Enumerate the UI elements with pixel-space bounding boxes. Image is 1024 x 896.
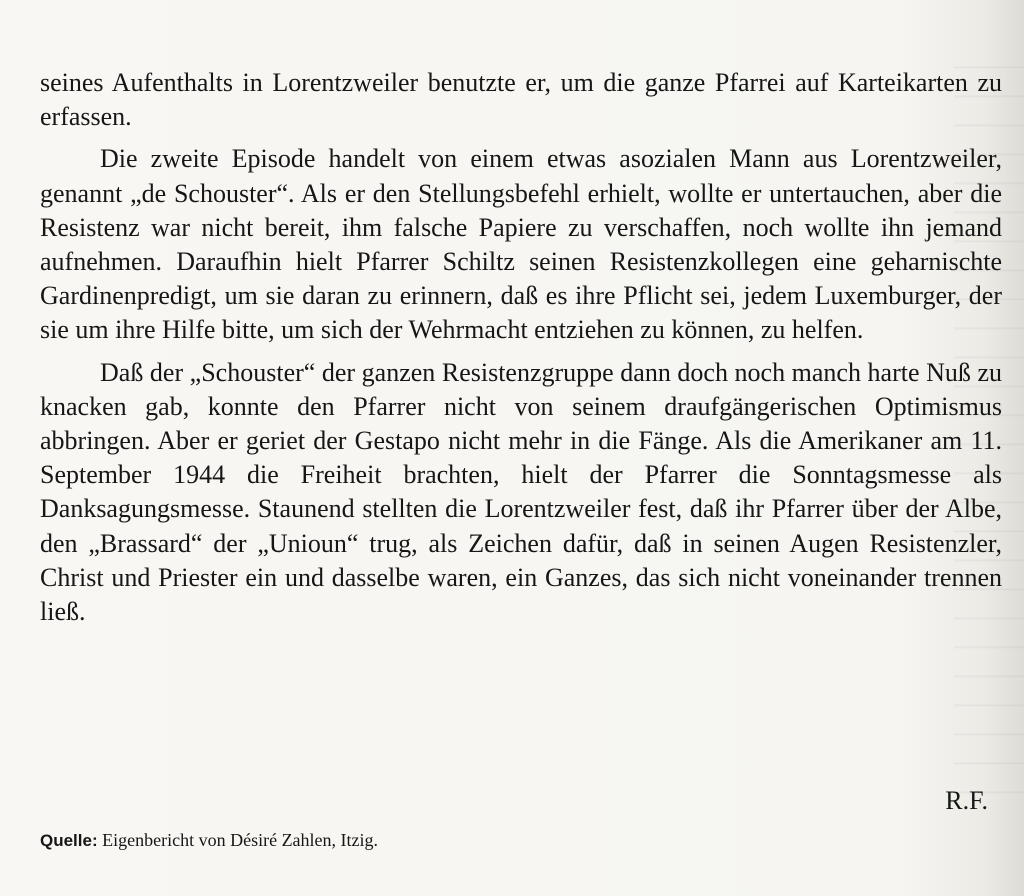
paragraph-schouster-episode: Die zweite Episode handelt von einem etwas asozialen Mann aus Lorentzweiler, genannt „de Schouster“. Als er den Stellungsbefehl erhielt, wollte er untertauchen, aber die Resistenz war nicht bereit, ihm falsche Papiere zu verschaffen, noch wollte ihn jemand aufnehmen. Daraufhin hielt Pfarrer Schiltz seinen Resistenzkollegen eine geharnischte Gardinenpredigt, um sie daran zu erinnern, daß es ihre Pflicht sei, jedem Luxemburger, der sie um ihre Hilfe bitte, um sich der Wehrmacht entziehen zu können, zu helfen.: [40, 144, 1002, 345]
body-text: [40, 66, 1002, 629]
paragraph-continuation: seines Aufenthalts in Lorentzweiler benutzte er, um die ganze Pfarrei auf Karteikarten zu erfassen.: [40, 68, 1002, 132]
author-initials: R.F.: [945, 786, 988, 815]
source-note: [40, 829, 378, 852]
paragraph-gap: [40, 134, 1002, 142]
source-text: Eigenbericht von Désiré Zahlen, Itzig.: [102, 830, 379, 850]
paragraph-gap: [40, 348, 1002, 356]
source-label: Quelle:: [40, 831, 98, 850]
paragraph-liberation: Daß der „Schouster“ der ganzen Resistenzgruppe dann doch noch manch harte Nuß zu knacken gab, konnte den Pfarrer nicht von seinem draufgängerischen Optimismus abbringen. Aber er geriet der Gestapo nicht mehr in die Fänge. Als die Amerikaner am 11. September 1944 die Freiheit brachten, hielt der Pfarrer die Sonntagsmesse als Danksagungsmesse. Staunend stellten die Lorentzweiler fest, daß ihr Pfarrer über der Albe, den „Brassard“ der „Unioun“ trug, als Zeichen dafür, daß in seinen Augen Resistenzler, Christ und Priester ein und dasselbe waren, ein Ganzes, das sich nicht voneinander trennen ließ.: [40, 357, 1002, 627]
